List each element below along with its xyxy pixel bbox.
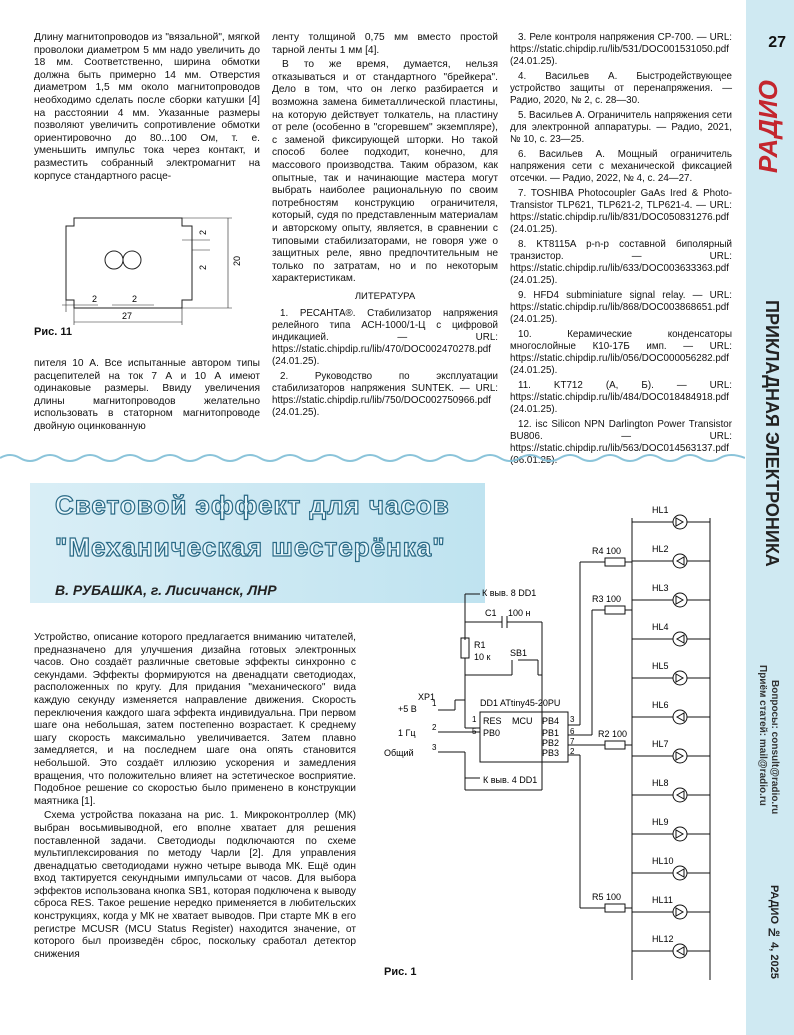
led-label: HL10 xyxy=(652,856,674,866)
led-label: HL12 xyxy=(652,934,674,944)
label-mcu: MCU xyxy=(512,716,533,726)
label-xp1: XP1 xyxy=(418,692,436,702)
led-hl3 xyxy=(632,583,710,607)
page-number: 27 xyxy=(768,34,786,51)
figure-1-label: Рис. 1 xyxy=(384,966,417,978)
dim-label: 2 xyxy=(198,229,208,235)
pin-pb3: PB3 xyxy=(542,748,560,758)
article-body xyxy=(34,632,356,963)
pin-res: RES xyxy=(483,716,502,726)
led-hl4 xyxy=(632,622,710,646)
label-1hz: 1 Гц xyxy=(398,728,416,738)
label-r1-value: 10 к xyxy=(474,652,491,662)
article-title-line-2: "Механическая шестерёнка" xyxy=(55,532,446,562)
led-label: HL3 xyxy=(652,583,669,593)
led-hl2 xyxy=(632,544,710,568)
r5-resistor xyxy=(605,904,625,912)
label-r2: R2 100 xyxy=(598,729,628,739)
reference: 6. Васильев А. Мощный ограничитель напряжения сети с механической фиксацией отсечки. — Радио, 2022, № 4, с. 24—27. xyxy=(510,149,732,184)
led-label: HL7 xyxy=(652,739,669,749)
pin-num: 6 xyxy=(570,727,575,736)
led-label: HL5 xyxy=(652,661,669,671)
reference: 10. Керамические конденсаторы многослойные К10-17Б имп. — URL: https://static.chipdip.ru/lib/056/DOC000056282.pdf (24.01.25). xyxy=(510,329,732,376)
column-2 xyxy=(272,32,498,422)
label-c1: C1 xyxy=(485,608,497,618)
section-title: ПРИКЛАДНАЯ ЭЛЕКТРОНИКА xyxy=(762,300,782,567)
led-label: HL2 xyxy=(652,544,669,554)
reference: 9. HFD4 subminiature signal relay. — URL: https://static.chipdip.ru/lib/868/DOC003868651.pdf (24.01.25). xyxy=(510,290,732,325)
led-hl12 xyxy=(632,934,710,958)
reference: 2. Руководство по эксплуатации стабилизаторов напряжения SUNTEK. — URL: https://static.chipdip.ru/lib/750/DOC002750966.pdf (24.01.25). xyxy=(272,371,498,419)
reference: 3. Реле контроля напряжения СР-700. — URL: https://static.chipdip.ru/lib/531/DOC001531050.pdf (24.01.25). xyxy=(510,32,732,67)
r2-resistor xyxy=(605,741,625,749)
dim-label: 20 xyxy=(232,255,242,266)
reference: 11. KT712 (А, Б). — URL: https://static.chipdip.ru/lib/484/DOC018484918.pdf (24.01.25). xyxy=(510,380,732,415)
hole-right xyxy=(123,251,141,269)
section-divider xyxy=(0,452,745,464)
contacts-1: Приём статей: mail@radio.ru xyxy=(757,665,768,806)
led-hl6 xyxy=(632,700,710,724)
dim-label: 2 xyxy=(92,294,98,304)
reference: 12. isc Silicon NPN Darlington Power Transistor BU806. — URL: https://static.chipdip.ru/lib/563/DOC014563137.pdf (06.01.25). xyxy=(510,419,732,466)
reference: 4. Васильев А. Быстродействующее устройство защиты от перенапряжения. — Радио, 2020, № 2, с. 28—30. xyxy=(510,71,732,106)
hole-left xyxy=(105,251,123,269)
pin-pb0: PB0 xyxy=(483,728,501,738)
reference: 1. РЕСАНТА®. Стабилизатор напряжения релейного типа АСН-1000/1-Ц с цифровой индикацией. — URL: https://static.chipdip.ru/lib/470/DOC002470278.pdf (24.01.25). xyxy=(272,308,498,368)
literature-heading: ЛИТЕРАТУРА xyxy=(354,290,416,302)
radio-logo: РАДИО xyxy=(753,80,783,174)
dim-label: 2 xyxy=(132,294,138,304)
label-sb1: SB1 xyxy=(510,648,528,658)
reference: 8. KT8115A p-n-p составной биполярный транзистор. — URL: https://static.chipdip.ru/lib/633/DOC003633363.pdf (24.01.25). xyxy=(510,239,732,286)
led-hl1 xyxy=(632,505,710,529)
contacts-2: Вопросы: consult@radio.ru xyxy=(769,680,780,815)
led-hl9 xyxy=(632,817,710,841)
led-label: HL11 xyxy=(652,895,673,905)
right-sidebar xyxy=(746,0,794,1035)
paragraph: В то же время, думается, нельзя отказываться и от стандартного "брейкера". Дело в том, что он легко разбирается и возможна замена биметаллической пластины, на которую действует толкатель, на пластину от реле (особенно в "сгоревшем" экземпляре), с заменой фиксирующей шторки. Но такой способ более подходит, конечно, для массового производства. Таким образом, как опытные, так и начинающие мастера могут выбрать наиболее рациональную по своим потребностям конструкцию ограничителя, который, судя по представленным материалам и авторскому опыту, является, в сравнении с типовыми стабилизаторами, не говоря уже о защитных реле, явно предпочтительным не только по затратам, но и по некоторым характеристикам. xyxy=(272,59,498,285)
label-common: Общий xyxy=(384,748,414,758)
led-label: HL9 xyxy=(652,817,669,827)
r1-resistor xyxy=(461,638,469,658)
label-5v: +5 В xyxy=(398,704,417,714)
column-1-continued xyxy=(34,358,260,436)
led-label: HL6 xyxy=(652,700,669,710)
pin-num: 5 xyxy=(472,727,477,736)
issue-label: РАДИО № 4, 2025 xyxy=(768,885,780,979)
schematic-figure-1 xyxy=(370,500,740,1035)
column-3 xyxy=(510,32,732,470)
xp-pin: 2 xyxy=(432,723,437,732)
article-title-line-1: Световой эффект для часов xyxy=(55,490,450,520)
pin-pb1: PB1 xyxy=(542,728,560,738)
label-c1-value: 100 н xyxy=(508,608,531,618)
pin-pb4: PB4 xyxy=(542,716,560,726)
article-author: В. РУБАШКА, г. Лисичанск, ЛНР xyxy=(55,582,277,598)
dim-label: 27 xyxy=(122,311,133,321)
pin-pb2: PB2 xyxy=(542,738,560,748)
pin-num: 7 xyxy=(570,737,575,746)
led-hl8 xyxy=(632,778,710,802)
dim-label: 2 xyxy=(198,264,208,270)
led-hl10 xyxy=(632,856,710,880)
r4-resistor xyxy=(605,558,625,566)
led-hl7 xyxy=(632,739,710,763)
label-r5: R5 100 xyxy=(592,892,622,902)
xp-pin: 3 xyxy=(432,743,437,752)
column-1 xyxy=(34,32,260,185)
figure-11 xyxy=(32,200,262,330)
reference: 5. Васильев А. Ограничитель напряжения сети для электронной аппаратуры. — Радио, 2021, № 10, с. 23—25. xyxy=(510,110,732,145)
label-r3: R3 100 xyxy=(592,594,622,604)
pin-num: 3 xyxy=(570,715,575,724)
label-r1: R1 xyxy=(474,640,486,650)
led-hl5 xyxy=(632,661,710,685)
paragraph: Схема устройства показана на рис. 1. Микроконтроллер (МК) выбран восьмивыводной, его вполне хватает для решения поставленной задачи. Светодиоды подключаются по схеме мультиплексирования по методу Чарли [2]. Для управления двенадцатью светодиодами нужно четыре вывода МК. Ещё один вход тактируется секундными импульсами от часов. Для выбора эффектов использована кнопка SB1, которая подключена к выводу сброса RES. Такое решение нередко применяется в любительских конструкциях, когда у МК не хватает выводов. При старте МК в его регистре MCUSR (MCU Status Register) находится значение, от которого был произведён сброс, поскольку сработал детектор снижения xyxy=(34,810,356,960)
led-hl11 xyxy=(632,895,710,919)
reference: 7. TOSHIBA Photocoupler GaAs Ired & Photo-Transistor TLP621, TLP621-2, TLP621-4. — URL: https://static.chipdip.ru/lib/831/DOC050831276.pdf (24.01.25). xyxy=(510,188,732,235)
led-label: HL8 xyxy=(652,778,669,788)
led-group xyxy=(632,505,710,958)
figure-11-label: Рис. 11 xyxy=(34,326,72,338)
paragraph: Длину магнитопроводов из "вязальной", мягкой проволоки диаметром 5 мм надо увеличить до 18 мм. Соответственно, ширина обмотки должна быть примерно 14 мм. Отверстия диаметром 1,5 мм около магнитопроводов необходимо сделать после сборки катушки [4] на расстоянии 4 мм. Указанные размеры позволяют увеличить сопротивление обмотки ориентировочно до 80...100 Ом, т. е. уменьшить импульс тока через контакт, и разместить собранный электромагнит на корпусе стандартного расце- xyxy=(34,32,260,182)
label-top: К выв. 8 DD1 xyxy=(482,588,537,598)
plate-outline xyxy=(66,218,192,308)
led-label: HL4 xyxy=(652,622,669,632)
label-r4: R4 100 xyxy=(592,546,622,556)
xp-pin: 1 xyxy=(432,699,437,708)
r3-resistor xyxy=(605,606,625,614)
led-label: HL1 xyxy=(652,505,669,515)
label-bottom: К выв. 4 DD1 xyxy=(483,775,538,785)
label-dd1: DD1 ATtiny45-20PU xyxy=(480,698,561,708)
pin-num: 1 xyxy=(472,715,477,724)
paragraph: ленту толщиной 0,75 мм вместо простой тарной ленты 1 мм [4]. xyxy=(272,32,498,56)
paragraph: Устройство, описание которого предлагается вниманию читателей, предназначено для улучшения дизайна готовых электронных часов. Оно создаёт различные световые эффекты синхронно с секундами. Эффекты формируются на двенадцати светодиодах, расположенных по кругу. Для придания "механического" вида каждую секунду изменяется направление движения. Скорость переключения каждого шага эффекта индивидуальна. При первом шаге она небольшая, затем постепенно возрастает. К среднему шагу скорость максимально увеличивается. Затем плавно замедляется, и на последнем шаге она опять становится небольшой. Это создаёт иллюзию ускорения и замедления вращения, что положительно влияет на эстетическое восприятие. Подобное решение со скоростью было применено в конструкции маятника [1]. xyxy=(34,632,356,807)
pin-num: 2 xyxy=(570,747,575,756)
paragraph: пителя 10 А. Все испытанные автором типы расцепителей на ток 7 А и 10 А имеют одинаковые размеры. Ввиду увеличения длины магнитопроводов желательно использовать в статорном магнитопроводе двойную оцинкованную xyxy=(34,358,260,432)
